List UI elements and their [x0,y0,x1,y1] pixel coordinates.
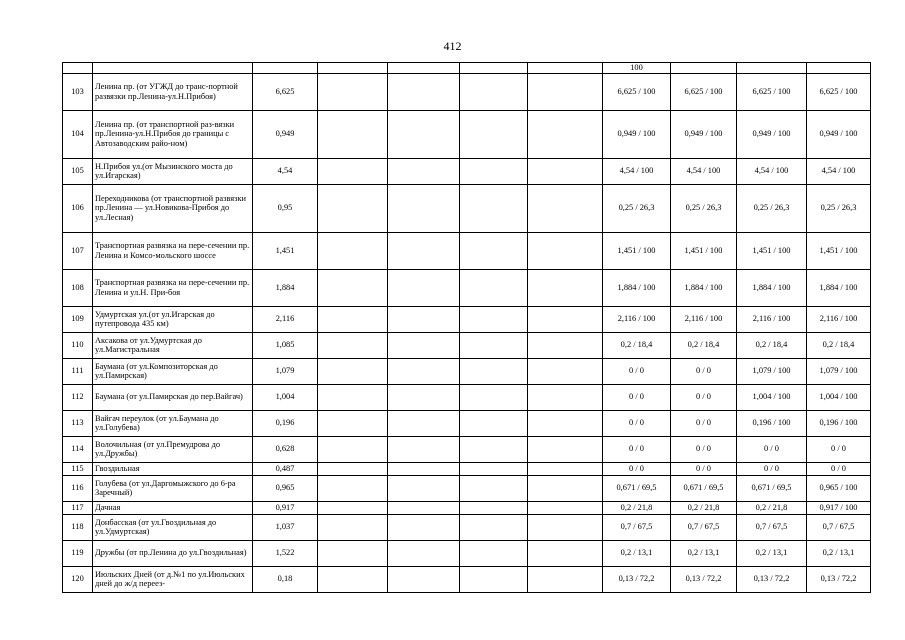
value-cell-4: 0,13 / 72,2 [807,566,871,592]
road-name: Н.Прибоя ул.(от Мызинского моста до ул.Игарская) [93,158,253,184]
value-cell-3: 1,884 / 100 [737,269,807,306]
table-row [63,436,871,462]
row-number: 104 [63,110,93,158]
continuation-value: 100 [603,63,671,74]
value-cell-3: 0,671 / 69,5 [737,475,807,501]
value-cell-4: 0,949 / 100 [807,110,871,158]
value-cell-3: 0,196 / 100 [737,410,807,436]
value-cell-3: 0,13 / 72,2 [737,566,807,592]
road-name: Волочильная (от ул.Премудрова до ул.Дружбы) [93,436,253,462]
empty-cell [318,501,388,514]
empty-cell [460,384,528,410]
value-cell-4: 0,965 / 100 [807,475,871,501]
empty-cell [388,566,460,592]
empty-cell [460,184,528,232]
table-row-continuation [63,63,871,74]
row-number: 109 [63,306,93,332]
empty-cell [460,306,528,332]
table-row [63,384,871,410]
value-cell-1: 0,7 / 67,5 [603,514,671,540]
value-cell-2: 1,884 / 100 [671,269,737,306]
value-cell-4: 1,079 / 100 [807,358,871,384]
empty-cell [528,462,603,475]
value-cell-3: 0,2 / 18,4 [737,332,807,358]
table-row [63,269,871,306]
road-name: Дружбы (от пр.Ленина до ул.Гвоздильная) [93,540,253,566]
empty-cell [528,110,603,158]
empty-cell [460,73,528,110]
value-cell-4: 0 / 0 [807,462,871,475]
empty-cell [460,501,528,514]
value-cell-1: 4,54 / 100 [603,158,671,184]
value-cell-3: 1,079 / 100 [737,358,807,384]
empty-cell [528,73,603,110]
empty-cell [460,232,528,269]
value-cell-3: 1,451 / 100 [737,232,807,269]
table-row [63,332,871,358]
road-length: 6,625 [253,73,318,110]
value-cell-4: 0,25 / 26,3 [807,184,871,232]
empty-cell [318,514,388,540]
road-length: 0,628 [253,436,318,462]
table-row [63,232,871,269]
row-number: 117 [63,501,93,514]
table-row [63,540,871,566]
empty-cell [528,358,603,384]
empty-cell [318,436,388,462]
value-cell-2: 2,116 / 100 [671,306,737,332]
value-cell-3: 4,54 / 100 [737,158,807,184]
empty-cell [460,269,528,306]
empty-cell [318,232,388,269]
empty-cell [388,410,460,436]
empty-cell [528,436,603,462]
table-row [63,73,871,110]
empty-cell [318,158,388,184]
road-length: 0,487 [253,462,318,475]
value-cell-1: 0,2 / 13,1 [603,540,671,566]
value-cell-4: 0,196 / 100 [807,410,871,436]
row-number: 116 [63,475,93,501]
empty-cell [318,358,388,384]
value-cell-2: 0 / 0 [671,384,737,410]
value-cell-3: 0,2 / 21,8 [737,501,807,514]
row-number: 114 [63,436,93,462]
value-cell-3: 0,2 / 13,1 [737,540,807,566]
empty-cell [388,436,460,462]
value-cell-4: 4,54 / 100 [807,158,871,184]
row-number: 115 [63,462,93,475]
value-cell-2: 1,451 / 100 [671,232,737,269]
empty-cell [318,475,388,501]
road-name: Транспортная развязка на пере-сечении пр. Ленина и Комсо-мольского шоссе [93,232,253,269]
road-name: Транспортная развязка на пере-сечении пр. Ленина и ул.Н. При-боя [93,269,253,306]
empty-cell [388,475,460,501]
empty-cell [388,462,460,475]
value-cell-4: 0,917 / 100 [807,501,871,514]
empty-cell [318,306,388,332]
value-cell-1: 0 / 0 [603,462,671,475]
table-row [63,184,871,232]
road-length: 0,196 [253,410,318,436]
empty-cell [318,184,388,232]
road-name: Июльских Дней (от д.№1 по ул.Июльских дней до ж/д переез- [93,566,253,592]
road-name: Голубева (от ул.Даргомыжского до 6-ра Заречный) [93,475,253,501]
row-number: 103 [63,73,93,110]
value-cell-1: 0 / 0 [603,384,671,410]
empty-cell [388,384,460,410]
value-cell-4: 0,7 / 67,5 [807,514,871,540]
empty-cell [528,566,603,592]
table-row [63,501,871,514]
value-cell-4: 1,884 / 100 [807,269,871,306]
empty-cell [528,410,603,436]
empty-cell [528,384,603,410]
value-cell-1: 0,2 / 21,8 [603,501,671,514]
value-cell-4: 0 / 0 [807,436,871,462]
road-name: Аксакова от ул.Удмуртская до ул.Магистральная [93,332,253,358]
road-name: Ленина пр. (от УГЖД до транс-портной развязки пр.Ленина-ул.Н.Прибоя) [93,73,253,110]
value-cell-2: 0 / 0 [671,436,737,462]
row-number: 108 [63,269,93,306]
value-cell-2: 4,54 / 100 [671,158,737,184]
value-cell-1: 0,949 / 100 [603,110,671,158]
value-cell-2: 0,949 / 100 [671,110,737,158]
road-length: 1,451 [253,232,318,269]
road-length: 0,917 [253,501,318,514]
empty-cell [460,540,528,566]
empty-cell [528,232,603,269]
table-row [63,462,871,475]
empty-cell [528,184,603,232]
road-length: 1,079 [253,358,318,384]
value-cell-3: 6,625 / 100 [737,73,807,110]
road-length: 1,004 [253,384,318,410]
table-row [63,475,871,501]
page-number: 412 [443,39,462,53]
road-name: Вайгач переулок (от ул.Баумана до ул.Голубева) [93,410,253,436]
empty-cell [388,73,460,110]
value-cell-4: 1,451 / 100 [807,232,871,269]
empty-cell [528,540,603,566]
empty-cell [388,501,460,514]
value-cell-3: 0 / 0 [737,436,807,462]
empty-cell [388,269,460,306]
value-cell-1: 6,625 / 100 [603,73,671,110]
value-cell-2: 0,671 / 69,5 [671,475,737,501]
empty-cell [318,540,388,566]
road-length: 1,085 [253,332,318,358]
table-row [63,110,871,158]
road-length: 1,884 [253,269,318,306]
value-cell-1: 1,884 / 100 [603,269,671,306]
empty-cell [388,332,460,358]
empty-cell [318,384,388,410]
value-cell-2: 0,2 / 18,4 [671,332,737,358]
empty-cell [528,475,603,501]
value-cell-1: 0 / 0 [603,410,671,436]
road-table [62,62,871,593]
empty-cell [318,332,388,358]
empty-cell [388,514,460,540]
table-row [63,306,871,332]
value-cell-3: 0,25 / 26,3 [737,184,807,232]
road-length: 1,522 [253,540,318,566]
row-number: 106 [63,184,93,232]
empty-cell [460,410,528,436]
table-body [63,63,871,593]
road-name: Баумана (от ул.Памирская до пер.Вайгач) [93,384,253,410]
value-cell-3: 0,949 / 100 [737,110,807,158]
row-number: 111 [63,358,93,384]
road-length: 1,037 [253,514,318,540]
value-cell-3: 0 / 0 [737,462,807,475]
row-number: 105 [63,158,93,184]
empty-cell [388,540,460,566]
value-cell-4: 0,2 / 18,4 [807,332,871,358]
road-name: Ленина пр. (от транспортной раз-вязки пр.Ленина-ул.Н.Прибоя до границы с Автозаводским райо-ном) [93,110,253,158]
road-length: 2,116 [253,306,318,332]
road-name: Гвоздильная [93,462,253,475]
empty-cell [528,501,603,514]
row-number: 112 [63,384,93,410]
road-name: Донбасская (от ул.Гвоздильная до ул.Удмуртская) [93,514,253,540]
empty-cell [460,566,528,592]
empty-cell [318,462,388,475]
row-number: 110 [63,332,93,358]
road-length: 0,95 [253,184,318,232]
empty-cell [460,110,528,158]
table-row [63,566,871,592]
value-cell-2: 0,13 / 72,2 [671,566,737,592]
empty-cell [388,358,460,384]
empty-cell [460,514,528,540]
value-cell-4: 2,116 / 100 [807,306,871,332]
value-cell-3: 2,116 / 100 [737,306,807,332]
empty-cell [528,332,603,358]
value-cell-2: 0 / 0 [671,358,737,384]
value-cell-2: 0 / 0 [671,410,737,436]
value-cell-1: 0,25 / 26,3 [603,184,671,232]
empty-cell [460,332,528,358]
empty-cell [528,306,603,332]
empty-cell [388,184,460,232]
row-number: 113 [63,410,93,436]
empty-cell [318,269,388,306]
road-name: Баумана (от ул.Композиторская до ул.Памирская) [93,358,253,384]
empty-cell [388,306,460,332]
road-length: 0,965 [253,475,318,501]
empty-cell [528,158,603,184]
road-length: 4,54 [253,158,318,184]
value-cell-1: 0,2 / 18,4 [603,332,671,358]
empty-cell [460,436,528,462]
value-cell-2: 0,7 / 67,5 [671,514,737,540]
empty-cell [318,73,388,110]
road-name: Удмуртская ул.(от ул.Игарская до путепровода 435 км) [93,306,253,332]
empty-cell [388,158,460,184]
value-cell-1: 2,116 / 100 [603,306,671,332]
empty-cell [460,462,528,475]
road-name: Переходникова (от транспортной развязки пр.Ленина — ул.Новикова-Прибоя до ул.Лесная) [93,184,253,232]
value-cell-2: 0,2 / 21,8 [671,501,737,514]
value-cell-1: 1,451 / 100 [603,232,671,269]
value-cell-2: 0 / 0 [671,462,737,475]
row-number: 120 [63,566,93,592]
value-cell-2: 6,625 / 100 [671,73,737,110]
value-cell-1: 0 / 0 [603,436,671,462]
value-cell-3: 0,7 / 67,5 [737,514,807,540]
value-cell-1: 0,671 / 69,5 [603,475,671,501]
table-row [63,358,871,384]
table-row [63,514,871,540]
value-cell-1: 0 / 0 [603,358,671,384]
value-cell-4: 0,2 / 13,1 [807,540,871,566]
road-length: 0,18 [253,566,318,592]
value-cell-4: 1,004 / 100 [807,384,871,410]
empty-cell [388,110,460,158]
road-name: Дачная [93,501,253,514]
value-cell-2: 0,25 / 26,3 [671,184,737,232]
value-cell-1: 0,13 / 72,2 [603,566,671,592]
empty-cell [460,158,528,184]
empty-cell [318,566,388,592]
road-length: 0,949 [253,110,318,158]
empty-cell [318,410,388,436]
empty-cell [318,110,388,158]
value-cell-4: 6,625 / 100 [807,73,871,110]
empty-cell [528,269,603,306]
value-cell-2: 0,2 / 13,1 [671,540,737,566]
empty-cell [388,232,460,269]
row-number: 119 [63,540,93,566]
table-row [63,410,871,436]
row-number: 118 [63,514,93,540]
empty-cell [460,358,528,384]
table-row [63,158,871,184]
value-cell-3: 1,004 / 100 [737,384,807,410]
row-number: 107 [63,232,93,269]
empty-cell [528,514,603,540]
empty-cell [460,475,528,501]
